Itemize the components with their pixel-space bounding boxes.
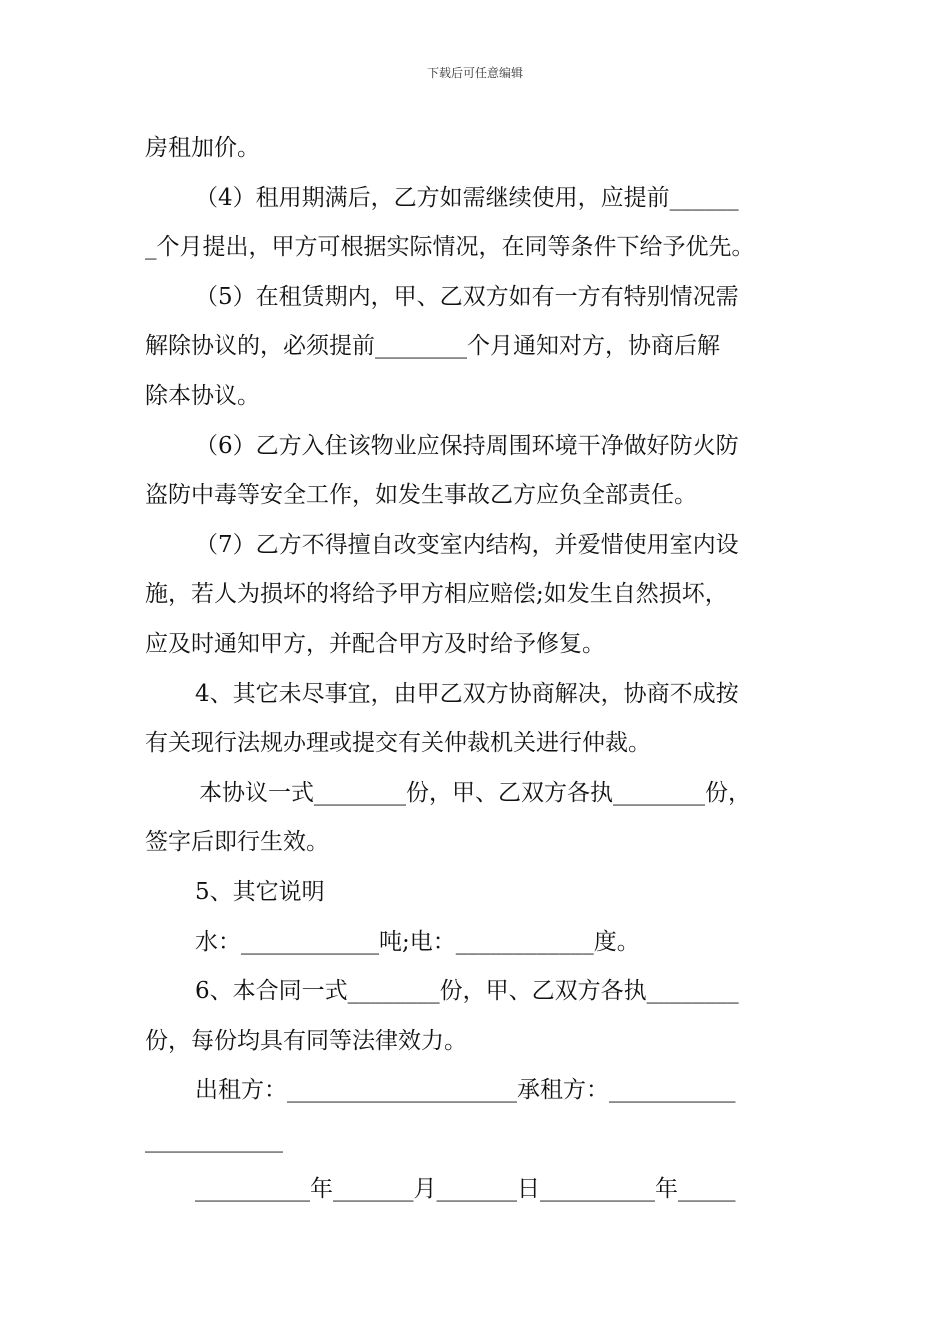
text-line-3: _个月提出，甲方可根据实际情况，在同等条件下给予优先。	[145, 234, 755, 261]
text-line-17: 水：____________吨;电：____________度。	[195, 928, 640, 955]
text-line-6: 除本协议。	[145, 382, 260, 409]
text-line-9: （7）乙方不得擅自改变室内结构，并爱惜使用室内设	[195, 531, 739, 558]
text-line-14: 本协议一式________份，甲、乙双方各执________份，	[199, 779, 751, 806]
text-line-18: 6、本合同一式________份，甲、乙双方各执________	[195, 978, 739, 1005]
page-header: 下载后可任意编辑	[426, 66, 523, 80]
text-line-2: （4）租用期满后，乙方如需继续使用，应提前______	[195, 184, 739, 211]
text-line-15: 签字后即行生效。	[145, 829, 329, 856]
text-line-11: 应及时通知甲方，并配合甲方及时给予修复。	[145, 630, 605, 657]
text-line-4: （5）在租赁期内，甲、乙双方如有一方有特别情况需	[195, 283, 739, 310]
text-line-13: 有关现行法规办理或提交有关仲裁机关进行仲裁。	[145, 730, 651, 757]
text-line-10: 施，若人为损坏的将给予甲方相应赔偿;如发生自然损坏，	[145, 581, 728, 608]
text-line-12: 4、其它未尽事宜，由甲乙双方协商解决，协商不成按	[195, 680, 739, 707]
text-line-21: ____________	[145, 1126, 283, 1153]
document-body	[145, 124, 815, 1215]
text-line-1: 房租加价。	[145, 135, 260, 161]
text-line-16: 5、其它说明	[195, 878, 325, 905]
text-line-20: 出租方：____________________承租方：___________	[195, 1077, 736, 1104]
text-line-19: 份，每份均具有同等法律效力。	[145, 1027, 467, 1054]
text-line-7: （6）乙方入住该物业应保持周围环境干净做好防火防	[195, 432, 739, 459]
text-line-22: __________年_______月_______日__________年_____	[195, 1176, 736, 1203]
text-line-8: 盗防中毒等安全工作，如发生事故乙方应负全部责任。	[145, 482, 697, 509]
text-line-5: 解除协议的，必须提前________个月通知对方，协商后解	[145, 333, 720, 360]
